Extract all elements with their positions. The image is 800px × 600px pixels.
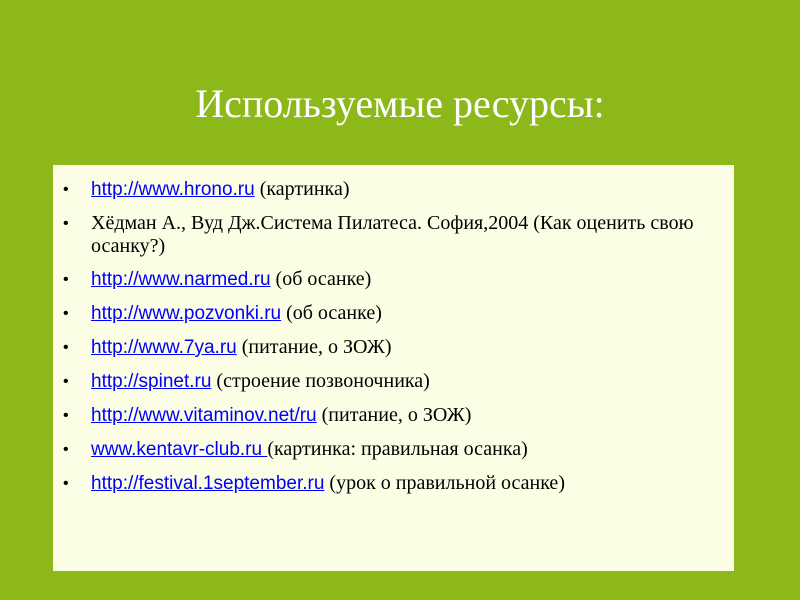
resource-note: (об осанке) bbox=[281, 302, 382, 324]
bullet-icon: • bbox=[63, 215, 69, 232]
resource-item-spinet bbox=[53, 370, 734, 393]
bullet-icon: • bbox=[63, 441, 69, 458]
bullet-icon: • bbox=[63, 271, 69, 288]
resource-item-hrono bbox=[53, 178, 734, 201]
bullet-icon: • bbox=[63, 407, 69, 424]
link-festival[interactable]: http://festival.1september.ru bbox=[91, 473, 325, 494]
resource-item-festival bbox=[53, 472, 734, 495]
resource-item-narmed bbox=[53, 268, 734, 291]
link-hrono[interactable]: http://www.hrono.ru bbox=[91, 179, 255, 200]
resource-item-kentavr bbox=[53, 438, 734, 461]
resource-item-vitaminov bbox=[53, 404, 734, 427]
link-spinet[interactable]: http://spinet.ru bbox=[91, 371, 212, 392]
resource-note: Хёдман А., Вуд Дж.Система Пилатеса. София,2004 (Как оценить свою осанку?) bbox=[91, 212, 694, 257]
resource-item-book bbox=[53, 212, 734, 258]
bullet-icon: • bbox=[63, 475, 69, 492]
resource-note: (строение позвоночника) bbox=[211, 370, 430, 392]
resource-item-7ya bbox=[53, 336, 734, 359]
link-7ya[interactable]: http://www.7ya.ru bbox=[91, 337, 237, 358]
resource-item-pozvonki bbox=[53, 302, 734, 325]
resource-note: (урок о правильной осанке) bbox=[324, 472, 565, 494]
bullet-icon: • bbox=[63, 181, 69, 198]
bullet-icon: • bbox=[63, 339, 69, 356]
resource-note: (картинка) bbox=[254, 178, 350, 200]
resource-note: (питание, о ЗОЖ) bbox=[316, 404, 472, 426]
link-pozvonki[interactable]: http://www.pozvonki.ru bbox=[91, 303, 282, 324]
resources-box bbox=[53, 165, 734, 571]
link-narmed[interactable]: http://www.narmed.ru bbox=[91, 269, 271, 290]
slide-title: Используемые ресурсы: bbox=[195, 81, 605, 126]
link-kentavr[interactable]: www.kentavr-club.ru bbox=[91, 439, 268, 460]
resources-list bbox=[53, 165, 734, 495]
link-vitaminov[interactable]: http://www.vitaminov.net/ru bbox=[91, 405, 317, 426]
bullet-icon: • bbox=[63, 305, 69, 322]
resource-note: (питание, о ЗОЖ) bbox=[236, 336, 392, 358]
bullet-icon: • bbox=[63, 373, 69, 390]
resource-note: (об осанке) bbox=[270, 268, 372, 290]
resource-note: (картинка: правильная осанка) bbox=[267, 438, 528, 460]
